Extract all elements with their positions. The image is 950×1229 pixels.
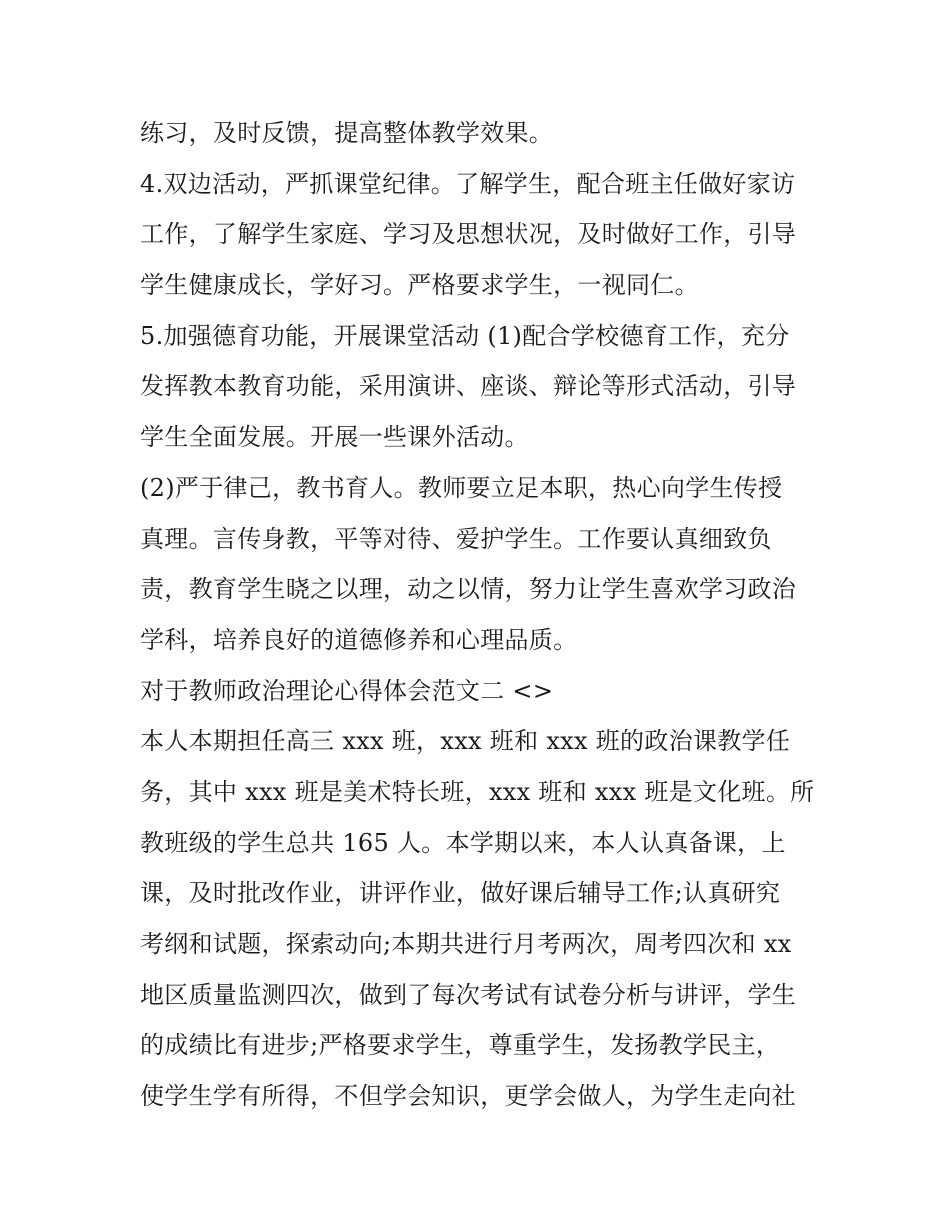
text-line: 4.双边活动，严抓课堂纪律。了解学生，配合班主任做好家访 [140,169,796,198]
text-line: 真理。言传身教，平等对待、爱护学生。工作要认真细致负 [140,524,772,553]
text-line: 本人本期担任高三 xxx 班，xxx 班和 xxx 班的政治课教学任 [140,727,791,756]
text-line: 工作，了解学生家庭、学习及思想状况，及时做好工作，引导 [140,220,797,249]
text-line: 学生全面发展。开展一些课外活动。 [140,423,529,452]
text-line: 5.加强德育功能，开展课堂活动 (1)配合学校德育工作，充分 [140,321,790,350]
section-heading: 对于教师政治理论心得体会范文二 <> [140,676,554,705]
text-line: 练习，及时反馈，提高整体教学效果。 [140,119,554,147]
text-line: 的成绩比有进步;严格要求学生，尊重学生，发扬教学民主， [140,1031,781,1060]
text-line: 学生健康成长，学好习。严格要求学生，一视同仁。 [140,271,699,300]
text-line: 责，教育学生晓之以理，动之以情，努力让学生喜欢学习政治 [140,575,797,604]
text-line: 发挥教本教育功能，采用演讲、座谈、辩论等形式活动，引导 [140,372,797,401]
text-line: 学科，培养良好的道德修养和心理品质。 [140,625,578,654]
text-line: (2)严于律己，教书育人。教师要立足本职，热心向学生传授 [140,473,783,502]
text-line: 务，其中 xxx 班是美术特长班，xxx 班和 xxx 班是文化班。所 [140,777,815,806]
text-line: 使学生学有所得，不但学会知识，更学会做人，为学生走向社 [140,1082,797,1111]
document-body [140,108,830,1122]
text-line: 课，及时批改作业，讲评作业，做好课后辅导工作;认真研究 [140,879,781,908]
text-line: 地区质量监测四次，做到了每次考试有试卷分析与讲评，学生 [140,980,797,1009]
text-line: 考纲和试题，探索动向;本期共进行月考两次，周考四次和 xx [140,930,792,958]
text-line: 教班级的学生总共 165 人。本学期以来，本人认真备课，上 [140,828,786,857]
